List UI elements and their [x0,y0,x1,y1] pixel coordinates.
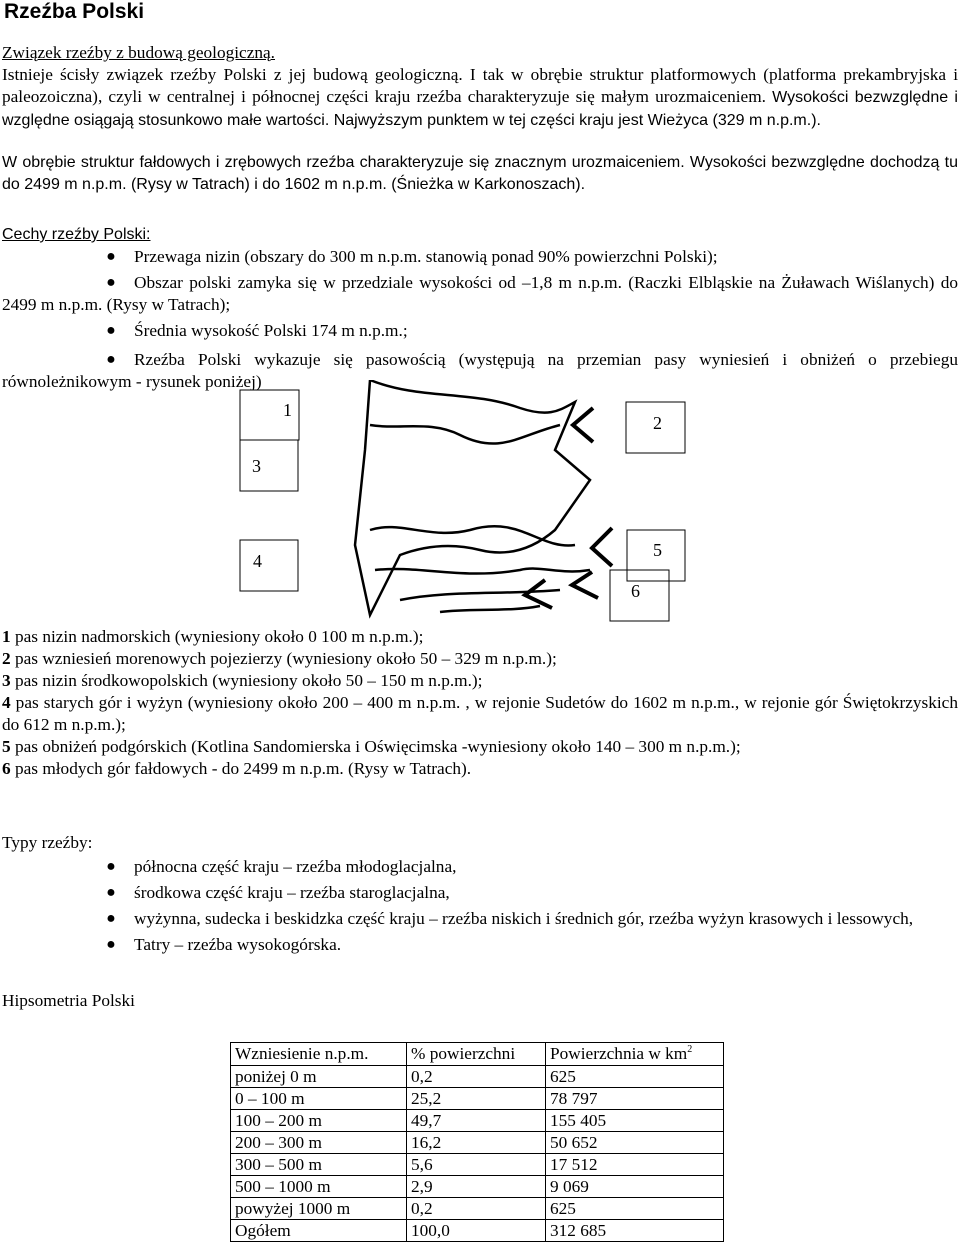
bullet-icon: ● [106,936,116,953]
belt-label-2: 2 [653,413,662,433]
section-heading-hypsometry: Hipsometria Polski [2,991,135,1010]
paragraph-platform-text: Istnieje ścisły związek rzeźby Polski z jej budową geologiczną. I tak w obrębie struktur platformowych (platforma prekambryjska i paleozoiczna), czyli w centralnej i północnej części kraju rzeźba charakteryzuje się małym urozmaiceniem. [2,65,958,106]
section-heading-features: Cechy rzeźby Polski: [2,226,151,243]
paragraph-platform-heights: Wysokości bezwzględne i względne osiągają stosunkowo małe wartości. Najwyższym punktem w tej części kraju jest Wieżyca (329 m n.p.m.). [2,89,958,129]
features-list [2,246,958,393]
bullet-icon: ● [106,274,116,291]
column-header: % powierzchni [407,1043,546,1066]
table-row: 200 – 300 m 16,2 50 652 [231,1132,724,1154]
belt-label-4: 4 [253,551,262,571]
hypsometry-table [230,1042,724,1242]
section-heading-relief-types: Typy rzeźby: [2,833,93,852]
column-header: Powierzchnia w $km^2$ [546,1043,724,1066]
belt-line-6: 6 pas młodych gór fałdowych - do 2499 m n.p.m. (Rysy w Tatrach). [2,759,472,778]
table-row: 500 – 1000 m 2,9 9 069 [231,1176,724,1198]
bullet-icon: ● [106,322,116,339]
table-row: 300 – 500 m 5,6 17 512 [231,1154,724,1176]
arrow-icon [525,580,552,608]
arrow-icon [592,528,612,566]
bullet-icon: ● [106,351,116,368]
table-row: poniżej 0 m 0,2 625 [231,1066,724,1088]
relief-types-list [2,854,958,956]
belt-box-4 [240,540,298,591]
arrow-icon [572,572,598,598]
bullet-icon: ● [106,248,116,265]
list-item: ● Tatry – rzeźba wysokogórska. [2,934,958,956]
belt-boundary-3 [375,569,590,574]
section-heading-geology: Związek rzeźby z budową geologiczną. [2,43,276,62]
belt-label-6: 6 [631,581,640,601]
table-row: Ogółem 100,0 312 685 [231,1220,724,1242]
arrow-icon [573,408,593,442]
column-header: Wzniesienie n.p.m. [231,1043,407,1066]
bullet-icon: ● [106,910,116,927]
table-row: powyżej 1000 m 0,2 625 [231,1198,724,1220]
belt-line-3: 3 pas nizin środkowopolskich (wyniesiony około 50 – 150 m n.p.m.); [2,671,483,690]
belt-label-1: 1 [283,400,292,420]
bullet-icon: ● [106,858,116,875]
belt-box-3 [240,440,298,491]
list-item: ● Rzeźba Polski wykazuje się pasowością (występują na przemian pasy wyniesień i obniżeń o przebiegu równoleżnikowym - rysunek poniżej) [2,350,958,391]
belt-label-5: 5 [653,540,662,560]
belts-description [2,626,958,780]
belt-line-4: 4 pas starych gór i wyżyn (wyniesiony około 200 – 400 m n.p.m. , w rejonie Sudetów do 1602 m n.p.m., w rejonie gór Świętokrzyskich do 612 m n.p.m.); [2,693,958,734]
page-title: Rzeźba Polski [4,0,145,23]
list-item: ● Obszar polski zamyka się w przedziale wysokości od –1,8 m n.p.m. (Raczki Elbląskie na Żuławach Wiślanych) do 2499 m n.p.m. (Rysy w Tatrach); [2,273,958,314]
belt-line-5: 5 pas obniżeń podgórskich (Kotlina Sandomierska i Oświęcimska -wyniesiony około 140 – 300 m n.p.m.); [2,737,741,756]
paragraph-fold-structures: W obrębie struktur fałdowych i zrębowych rzeźba charakteryzuje się znacznym urozmaiceniem. Wysokości bezwzględne dochodzą tu do 2499 m n.p.m. (Rysy w Tatrach) i do 1602 m n.p.m. (Śnieżka w Karkonoszach). [2,154,958,193]
list-item: ● wyżynna, sudecka i beskidzka część kraju – rzeźba niskich i średnich gór, rzeźba wyżyn krasowych i lessowych, [2,908,958,930]
list-item: ● środkowa część kraju – rzeźba staroglacjalna, [2,882,958,904]
table-row: 100 – 200 m 49,7 155 405 [231,1110,724,1132]
belt-boundary-1 [370,425,560,444]
belt-diagram [0,380,960,630]
paragraph-platform [2,64,958,132]
bullet-icon: ● [106,884,116,901]
table-row: 0 – 100 m 25,2 78 797 [231,1088,724,1110]
belt-label-3: 3 [252,456,261,476]
belt-map-outline [355,380,590,615]
belt-line-1: 1 pas nizin nadmorskich (wyniesiony około 0 100 m n.p.m.); [2,627,424,646]
belt-boundary-2 [370,526,575,545]
list-item: ● Średnia wysokość Polski 174 m n.p.m.; [2,320,958,342]
belt-boundary-5 [440,606,540,612]
belt-line-2: 2 pas wzniesień morenowych pojezierzy (wyniesiony około 50 – 329 m n.p.m.); [2,649,557,668]
belt-diagram-svg [0,380,960,630]
list-item: ● północna część kraju – rzeźba młodoglacjalna, [2,856,958,878]
table-header-row [231,1043,724,1066]
list-item: ● Przewaga nizin (obszary do 300 m n.p.m. stanowią ponad 90% powierzchni Polski); [2,246,958,268]
